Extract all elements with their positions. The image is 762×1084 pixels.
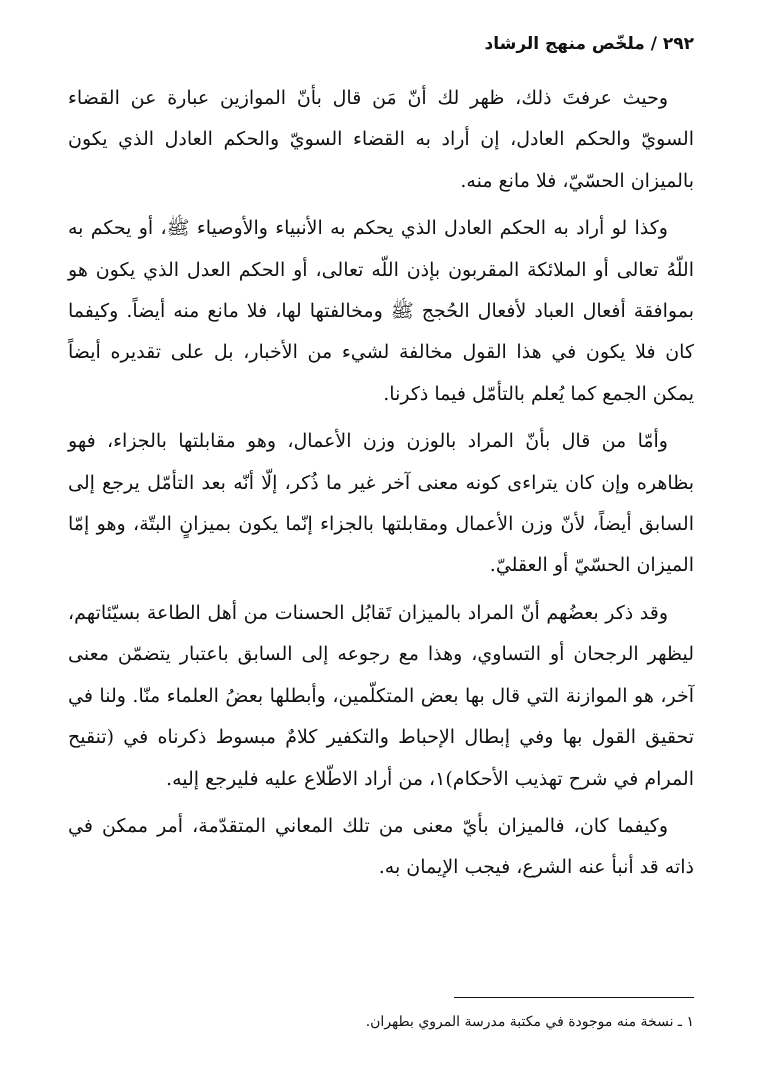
paragraph-4: وقد ذكر بعضُهم أنّ المراد بالميزان تَقابُل الحسنات من أهل الطاعة بسيّئاتهم، ليظهر الرجحان أو التساوي، وهذا مع رجوعه إلى السابق باعتبار يتضمّن معنى آخر، هو الموازنة التي قال بها بعض المتكلّمين، وأبطلها بعضُ العلماء منّا. ولنا في تحقيق القول بها وفي إبطال الإحباط والتكفير كلامٌ مبسوط ذكرناه في (تنقيح المرام في شرح تهذيب الأحكام)١، من أراد الاطّلاع عليه فليرجع إليه.: [68, 601, 694, 790]
body-text: [68, 78, 694, 895]
paragraph-1: وحيث عرفتَ ذلك، ظهر لك أنّ مَن قال بأنّ الموازين عبارة عن القضاء السويّ والحكم العادل، إن أراد به القضاء السويّ والحكم العادل الذي يكون بالميزان الحسّيّ، فلا مانع منه.: [68, 87, 694, 192]
footnote-divider: [454, 997, 694, 998]
paragraph-3: وأمّا من قال بأنّ المراد بالوزن وزن الأعمال، وهو مقابلتها بالجزاء، فهو بظاهره وإن كان يتراءى كونه معنى آخر غير ما ذُكر، إلّا أنّه بعد التأمّل يرجع إلى السابق أيضاً، لأنّ وزن الأعمال ومقابلتها بالجزاء إنّما يكون بميزانٍ البتّة، وهو إمّا الميزان الحسّيّ أو العقليّ.: [68, 430, 694, 577]
running-head: ٢٩٢ / ملخّص منهج الرشاد: [484, 34, 694, 54]
paragraph-5: وكيفما كان، فالميزان بأيّ معنى من تلك المعاني المتقدّمة، أمر ممكن في ذاته قد أنبأ عنه الشرع، فيجب الإيمان به.: [68, 814, 694, 879]
paragraph-2: وكذا لو أراد به الحكم العادل الذي يحكم به الأنبياء والأوصياء ﷺ، أو يحكم به اللّهُ تعالى أو الملائكة المقربون بإذن اللّه تعالى، أو الحكم العدل الذي يكون هو بموافقة أفعال العباد لأفعال الحُجج ﷺ ومخالفتها لها، فلا مانع منه أيضاً. وكيفما كان فلا يكون في هذا القول مخالفة لشيء من الأخبار، بل على تقديره أيضاً يمكن الجمع كما يُعلم بالتأمّل فيما ذكرنا.: [68, 217, 694, 405]
footnote: ١ ـ نسخة منه موجودة في مكتبة مدرسة المروي بطهران.: [365, 1014, 694, 1030]
book-page: [68, 0, 694, 1084]
